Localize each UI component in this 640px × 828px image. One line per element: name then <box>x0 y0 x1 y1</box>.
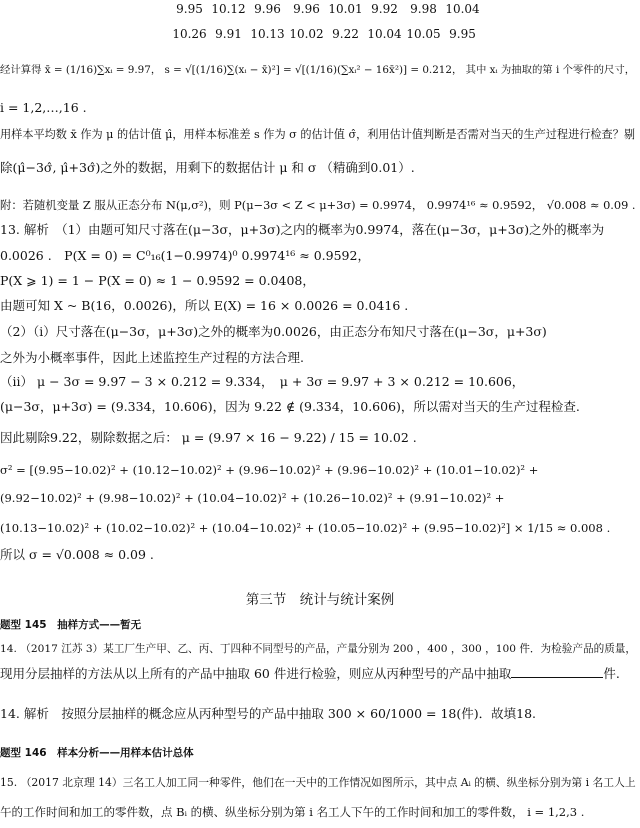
data-cell: 9.22 <box>332 27 359 41</box>
text-line: 除(μ̂−3σ̂, μ̂+3σ̂)之外的数据，用剩下的数据估计 μ 和 σ （精确到0.01）. <box>0 160 415 175</box>
data-cell: 9.91 <box>215 27 242 41</box>
data-row <box>170 27 482 41</box>
solution-line: (μ−3σ，μ+3σ) = (9.334，10.606)，因为 9.22 ∉ (9.334，10.606)，所以需对当天的生产过程检查. <box>0 399 580 414</box>
text-line: 用样本平均数 x̄ 作为 μ 的估计值 μ̂，用样本标准差 s 作为 σ 的估计值 σ̂，利用估计值判断是否需对当天的生产过程进行检查？剔 <box>0 128 636 141</box>
solution-line: 因此剔除9.22，剔除数据之后： μ = (9.97 × 16 − 9.22) / 15 = 10.02 . <box>0 430 417 445</box>
data-cell: 9.98 <box>410 2 437 16</box>
variance-line: σ² = [(9.95−10.02)² + (10.12−10.02)² + (9.96−10.02)² + (9.96−10.02)² + (10.01−10.02)² + <box>0 463 539 477</box>
solution-line: 0.0026 . P(X = 0) = C⁰₁₆(1−0.9974)⁰ 0.9974¹⁶ ≈ 0.9592， <box>0 248 370 263</box>
data-cell: 9.96 <box>293 2 320 16</box>
text-line: i = 1,2,…,16 . <box>0 100 87 115</box>
data-cell: 10.01 <box>328 2 363 16</box>
data-cell: 10.02 <box>289 27 324 41</box>
appendix-line: 附：若随机变量 Z 服从正态分布 N(μ,σ²)，则 P(μ−3σ < Z < μ+3σ) = 0.9974， 0.9974¹⁶ ≈ 0.9592， √0.008 ≈ 0.09 . <box>0 198 636 212</box>
data-cell: 9.96 <box>254 2 281 16</box>
variance-line: (9.92−10.02)² + (9.98−10.02)² + (10.04−10.02)² + (10.26−10.02)² + (9.91−10.02)² + <box>0 491 505 505</box>
variance-line: (10.13−10.02)² + (10.02−10.02)² + (10.04−10.02)² + (10.05−10.02)² + (9.95−10.02)²] × 1/15 ≈ 0.008 . <box>0 521 611 535</box>
solution-line: 之外为小概率事件，因此上述监控生产过程的方法合理. <box>0 350 304 365</box>
question-text: 现用分层抽样的方法从以上所有的产品中抽取 60 件进行检验，则应从丙种型号的产品中抽取 <box>0 666 512 681</box>
data-cell: 10.13 <box>250 27 285 41</box>
data-cell: 10.04 <box>445 2 480 16</box>
question-line: 14. （2017 江苏 3）某工厂生产甲、乙、丙、丁四种不同型号的产品，产量分别为 200 ，400 ，300 ，100 件．为检验产品的质量， <box>0 642 637 655</box>
question-line <box>0 666 620 682</box>
solution-line: 所以 σ = √0.008 ≈ 0.09 . <box>0 547 154 562</box>
answer-blank <box>511 667 603 678</box>
data-row <box>170 2 482 16</box>
section-title: 第三节 统计与统计案例 <box>245 592 395 608</box>
solution-line: （2）（i）尺寸落在(μ−3σ，μ+3σ)之外的概率为0.0026，由正态分布知尺寸落在(μ−3σ，μ+3σ) <box>0 324 547 339</box>
solution-line: P(X ⩾ 1) = 1 − P(X = 0) ≈ 1 − 0.9592 = 0.0408， <box>0 273 315 288</box>
solution-14: 14. 解析 按照分层抽样的概念应从丙种型号的产品中抽取 300 × 60/1000 = 18(件)．故填18. <box>0 706 536 721</box>
data-cell: 9.95 <box>176 2 203 16</box>
solution-line: （ii） μ − 3σ = 9.97 − 3 × 0.212 = 9.334， μ + 3σ = 9.97 + 3 × 0.212 = 10.606， <box>0 374 525 389</box>
data-cell: 9.95 <box>449 27 476 41</box>
question-type-tag: 题型 145 抽样方式——暂无 <box>0 619 142 631</box>
data-cell: 10.12 <box>211 2 246 16</box>
question-text: 件. <box>603 666 620 681</box>
formula-line: 经计算得 x̄ = (1/16)∑xᵢ = 9.97， s = √[(1/16)∑(xᵢ − x̄)²] = √[(1/16)(∑xᵢ² − 16x̄²)] = 0.212， 其中 xᵢ 为抽取的第 i 个零件的尺寸， <box>0 64 636 76</box>
question-line: 15. （2017 北京理 14）三名工人加工同一种零件，他们在一天中的工作情况如图所示，其中点 Aᵢ 的横、纵坐标分别为第 i 名工人上 <box>0 776 636 789</box>
question-line: 午的工作时间和加工的零件数，点 Bᵢ 的横、纵坐标分别为第 i 名工人下午的工作时间和加工的零件数， i = 1,2,3 . <box>0 805 585 819</box>
data-cell: 10.26 <box>172 27 207 41</box>
data-cell: 10.04 <box>367 27 402 41</box>
question-type-tag: 题型 146 样本分析——用样本估计总体 <box>0 747 194 759</box>
solution-line: 13. 解析 （1）由题可知尺寸落在(μ−3σ，μ+3σ)之内的概率为0.9974，落在(μ−3σ，μ+3σ)之外的概率为 <box>0 222 605 237</box>
data-cell: 10.05 <box>406 27 441 41</box>
data-cell: 9.92 <box>371 2 398 16</box>
solution-line: 由题可知 X ~ B(16，0.0026)，所以 E(X) = 16 × 0.0026 = 0.0416 . <box>0 298 409 313</box>
